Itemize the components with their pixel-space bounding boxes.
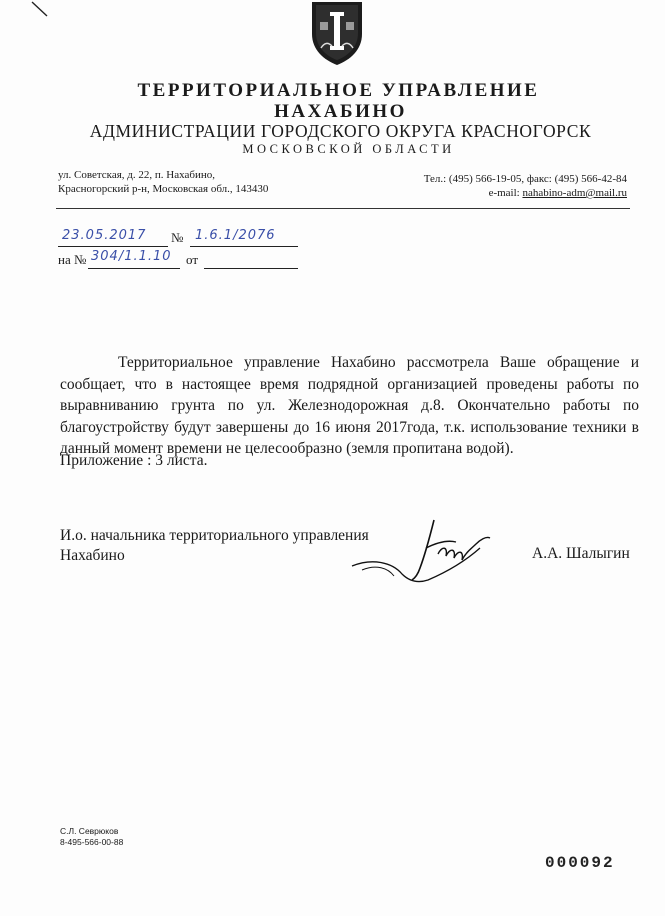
registration-date: 23.05.2017 bbox=[62, 228, 147, 243]
handwritten-signature bbox=[342, 518, 502, 588]
contact-info bbox=[424, 172, 627, 200]
ref-number-underline bbox=[88, 268, 180, 269]
executor-phone: 8-495-566-00-88 bbox=[60, 837, 124, 847]
email-link[interactable]: nahabino-adm@mail.ru bbox=[522, 187, 627, 199]
registration-number-sign: № bbox=[171, 230, 184, 245]
body-paragraph: Территориальное управление Нахабино рассмотрела Ваше обращение и сообщает, что в настоящее время подрядной организацией проведены работы по выравниванию грунта по ул. Железнодорожная д.8. Окончательно работы по благоустройству будут завершены до 16 июня 2017года, т.к. использование техники в данный момент времени не целесообразно (земля пропитана водой). bbox=[60, 354, 639, 457]
executor-info bbox=[60, 826, 123, 848]
phone-fax: Тел.: (495) 566-19-05, факс: (495) 566-42-84 bbox=[423, 173, 627, 185]
address-line: Красногорский р-н, Московская обл., 143430 bbox=[58, 183, 269, 195]
reference-from-label: от bbox=[186, 252, 199, 267]
administration-title: АДМИНИСТРАЦИИ ГОРОДСКОГО ОКРУГА КРАСНОГОРСК bbox=[89, 121, 592, 141]
postal-address bbox=[58, 168, 268, 196]
organization-name: НАХАБИНО bbox=[274, 101, 407, 122]
corner-mark-icon bbox=[30, 0, 50, 18]
region-title: МОСКОВСКОЙ ОБЛАСТИ bbox=[242, 142, 455, 156]
position-line: И.о. начальника территориального управления bbox=[60, 527, 369, 544]
executor-name: С.Л. Севрюков bbox=[60, 826, 119, 836]
coat-of-arms-icon bbox=[306, 0, 368, 66]
form-serial-number: 000092 bbox=[545, 854, 615, 872]
ref-date-underline bbox=[204, 268, 298, 269]
email-line bbox=[424, 186, 627, 200]
signatory-name: А.А. Шалыгин bbox=[532, 545, 630, 562]
reference-prefix: на № bbox=[58, 252, 87, 267]
registration-number: 1.6.1/2076 bbox=[195, 228, 276, 243]
attachment-note: Приложение : 3 листа. bbox=[60, 452, 208, 469]
position-line: Нахабино bbox=[60, 547, 125, 564]
header-divider bbox=[56, 208, 630, 209]
email-label: e-mail: bbox=[488, 187, 523, 199]
number-underline bbox=[190, 246, 298, 247]
date-underline bbox=[58, 246, 168, 247]
organization-title: ТЕРРИТОРИАЛЬНОЕ УПРАВЛЕНИЕ bbox=[137, 80, 540, 101]
reference-number: 304/1.1.10 bbox=[91, 249, 172, 264]
letter-body bbox=[60, 352, 639, 460]
signatory-position bbox=[60, 526, 369, 566]
address-line: ул. Советская, д. 22, п. Нахабино, bbox=[58, 169, 215, 181]
